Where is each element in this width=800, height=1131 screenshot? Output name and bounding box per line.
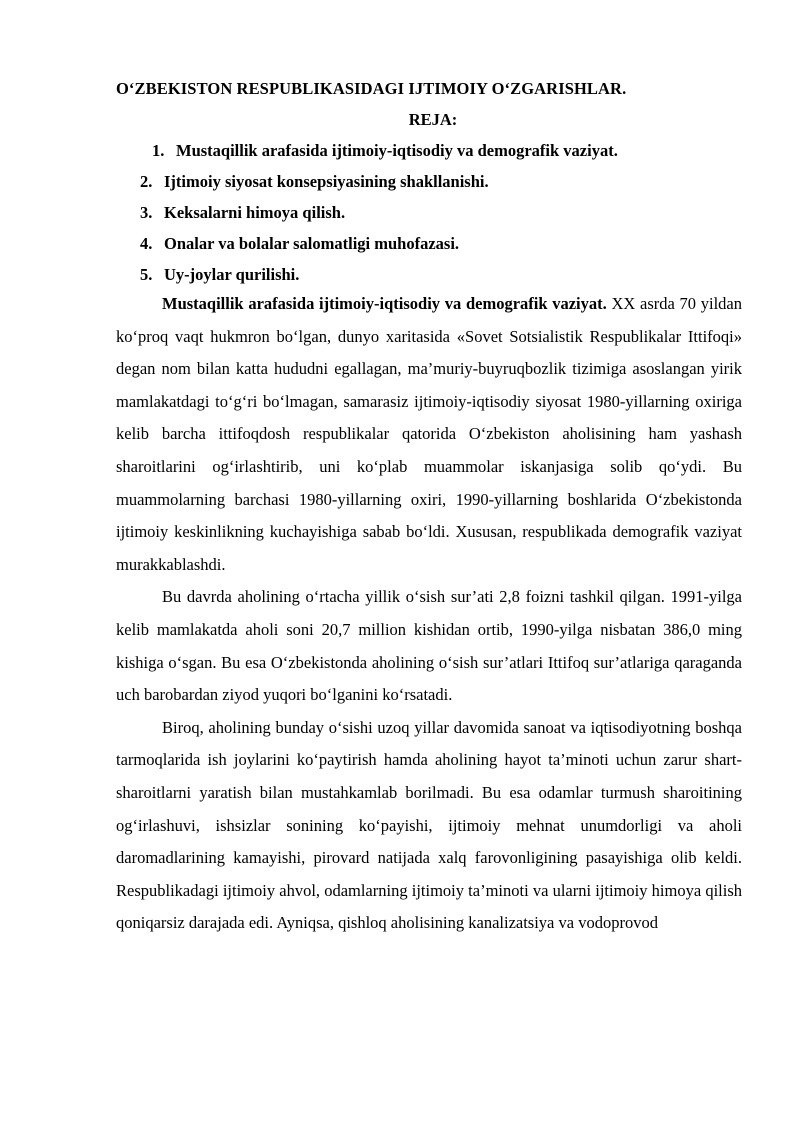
plan-item-text: Keksalarni himoya qilish. <box>164 203 346 222</box>
plan-item <box>116 233 742 255</box>
plan-item <box>116 202 742 224</box>
plan-item-text: Uy-joylar qurilishi. <box>164 265 300 284</box>
section-lead-heading: Mustaqillik arafasida ijtimoiy-iqtisodiy va demografik vaziyat. <box>162 294 607 313</box>
paragraph-text: XX asrda 70 yildan ko‘proq vaqt hukmron bo‘lgan, dunyo xaritasida «Sovet Sotsialistik Respublikalar Ittifoqi» degan nom bilan katta hududni egallagan, ma’muriy-buyruqbozlik tizimiga asoslangan yirik mamlakatdagi to‘g‘ri bo‘lmagan, samarasiz ijtimoiy-iqtisodiy siyosat 1980-yillarning oxiriga kelib barcha ittifoqdosh respublikalar qatorida O‘zbekiston aholisining ham yashash sharoitlarini og‘irlashtirib, uni ko‘plab muammolar iskanjasiga solib qo‘ydi. Bu muammolarning barchasi 1980-yillarning oxiri, 1990-yillarning boshlarida O‘zbekistonda ijtimoiy keskinlikning kuchayishiga sabab bo‘ldi. Xususan, respublikada demografik vaziyat murakkablashdi. <box>116 294 742 574</box>
plan-item-number: 5. <box>140 265 153 284</box>
body-paragraph-3: Biroq, aholining bunday o‘sishi uzoq yillar davomida sanoat va iqtisodiyotning boshqa tarmoqlarida ish joylarini ko‘paytirish hamda aholining hayot ta’minoti uchun zarur shart-sharoitlarni yaratish bilan mustahkamlab borilmadi. Bu esa odamlar turmush sharoitining og‘irlashuvi, ishsizlar sonining ko‘payishi, ijtimoiy mehnat unumdorligi va aholi daromadlarining kamayishi, pirovard natijada xalq farovonligining pasayishiga olib keldi. Respublikadagi ijtimoiy ahvol, odamlarning ijtimoiy ta’minoti va ularni ijtimoiy himoya qilish qoniqarsiz darajada edi. Ayniqsa, qishloq aholisining kanalizatsiya va vodoprovod <box>116 717 742 933</box>
body-paragraph-1 <box>116 288 742 581</box>
plan-item-number: 3. <box>140 203 153 222</box>
plan-item-text: Mustaqillik arafasida ijtimoiy-iqtisodiy va demografik vaziyat. <box>176 141 618 160</box>
plan-heading: REJA: <box>408 110 458 129</box>
plan-list <box>116 140 742 286</box>
plan-item <box>116 264 742 286</box>
plan-item <box>116 171 742 193</box>
document-title: O‘ZBEKISTON RESPUBLIKASIDAGI IJTIMOIY O‘ZGARISHLAR. <box>116 79 627 98</box>
body-paragraph-2: Bu davrda aholining o‘rtacha yillik o‘sish sur’ati 2,8 foizni tashkil qilgan. 1991-yilga kelib mamlakatda aholi soni 20,7 million kishidan ortib, 1990-yilga nisbatan 386,0 ming kishiga o‘sgan. Bu esa O‘zbekistonda aholining o‘sish sur’atlari Ittifoq sur’atlariga qaraganda uch barobardan ziyod yuqori bo‘lganini ko‘rsatadi. <box>116 587 742 705</box>
plan-item-text: Onalar va bolalar salomatligi muhofazasi. <box>164 234 460 253</box>
plan-item-number: 1. <box>152 141 165 160</box>
plan-item <box>116 140 742 162</box>
plan-item-text: Ijtimoiy siyosat konsepsiyasining shakllanishi. <box>164 172 489 191</box>
document-page <box>116 78 742 940</box>
plan-item-number: 2. <box>140 172 153 191</box>
plan-item-number: 4. <box>140 234 153 253</box>
